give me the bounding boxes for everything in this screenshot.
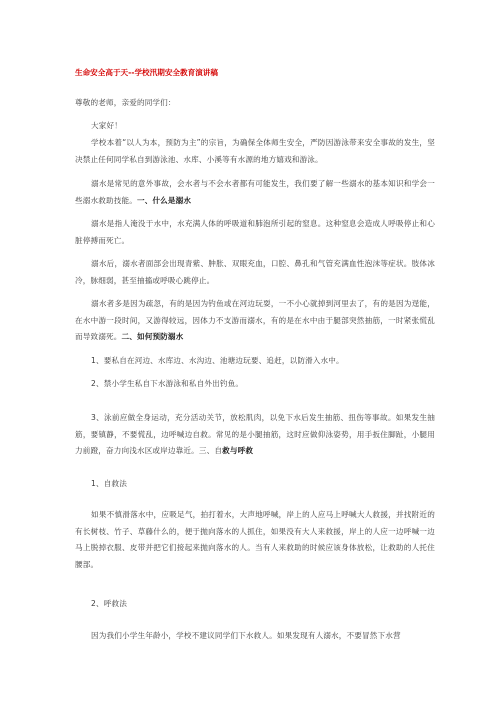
greeting: 尊敬的老师，亲爱的同学们：: [75, 98, 176, 107]
heading-what-is-drowning: 一、什么是溺水: [136, 195, 192, 205]
subheading-self-rescue-method: 1、自救法: [91, 479, 127, 488]
heading-self-rescue: 救与呼救: [222, 446, 254, 455]
paragraph-5: [75, 296, 435, 346]
paragraph-4: 溺水后，溺水者面部会出现青紫、肿胀、双眼充血，口腔、鼻孔和气管充满血性泡沫等症状。肢体冰冷，脉细弱，甚至抽搐或呼吸心跳停止。: [75, 259, 435, 285]
paragraph-1: 学校本着“以人为本，预防为主”的宗旨，为确保全体师生安全，严防因游泳带来安全事故的发生，坚决禁止任何同学私自到游泳池、水库、小溪等有水源的地方嬉戏和游泳。: [75, 138, 435, 164]
paragraph-self-rescue: 如果不慎滑落水中，应吸足气，拍打着水，大声地呼喊，岸上的人应马上呼喊大人救援，并找附近的有长树枝、竹子、草藤什么的，便于抛向落水的人抓住，如果没有大人来救援，岸上的人应一边呼喊一边马上脱掉衣服、皮带并把它们接起来抛向落水的人。当有人来救助的时候应该身体放松，让救助的人托住腰部。: [75, 510, 435, 569]
paragraph-2: [75, 176, 435, 209]
paragraph-3: 溺水是指人淹没于水中，水充满人体的呼吸道和肺泡所引起的窒息。这种窒息会造成人呼吸停止和心脏停搏而死亡。: [75, 219, 435, 245]
document-title: 生命安全高于天--学校汛期安全教育演讲稿: [75, 68, 218, 77]
list-item-2: 2、禁小学生私自下水游泳和私自外出钓鱼。: [91, 379, 244, 388]
list-item-1: 1、要私自在河边、水库边、水沟边、池塘边玩要、追赶，以防滑入水中。: [91, 356, 344, 365]
paragraph-2-text: 溺水是常见的意外事故，会水者与不会水者都有可能发生，我们要了解一些溺水的基本知识和学会一些溺水救助技能。: [75, 179, 435, 205]
list-item-3: [75, 410, 435, 460]
subheading-call-for-help: 2、呼救法: [91, 599, 127, 608]
hello: 大家好！: [91, 121, 122, 130]
list-item-3-text: 3、泳前应做全身运动，充分活动关节，放松肌肉，以免下水后发生抽筋、扭伤等事故。如果发生抽筋，要镇静，不要慌乱，边呼喊边自救。常见的是小腿抽筋，这时应做仰泳姿势，用手扳住脚趾，小腿用力前蹬，奋力向浅水区或岸边靠近。三、自: [75, 413, 435, 455]
heading-how-to-prevent: 二、如何预防溺水: [121, 332, 184, 341]
paragraph-call-for-help: 因为我们小学生年龄小，学校不建议同学们下水救人。如果发现有人溺水，不要冒然下水营: [91, 631, 401, 640]
paragraph-5-text: 溺水者多是因为疏忽，有的是因为钓鱼或在河边玩耍，一不小心就掉到河里去了，有的是因为逞能，在水中游一段时间，又游得较远，因体力不支游而溺水，有的是在水中由于腿部突然抽筋，一时紧张慌乱而导致溺死。: [75, 299, 435, 341]
